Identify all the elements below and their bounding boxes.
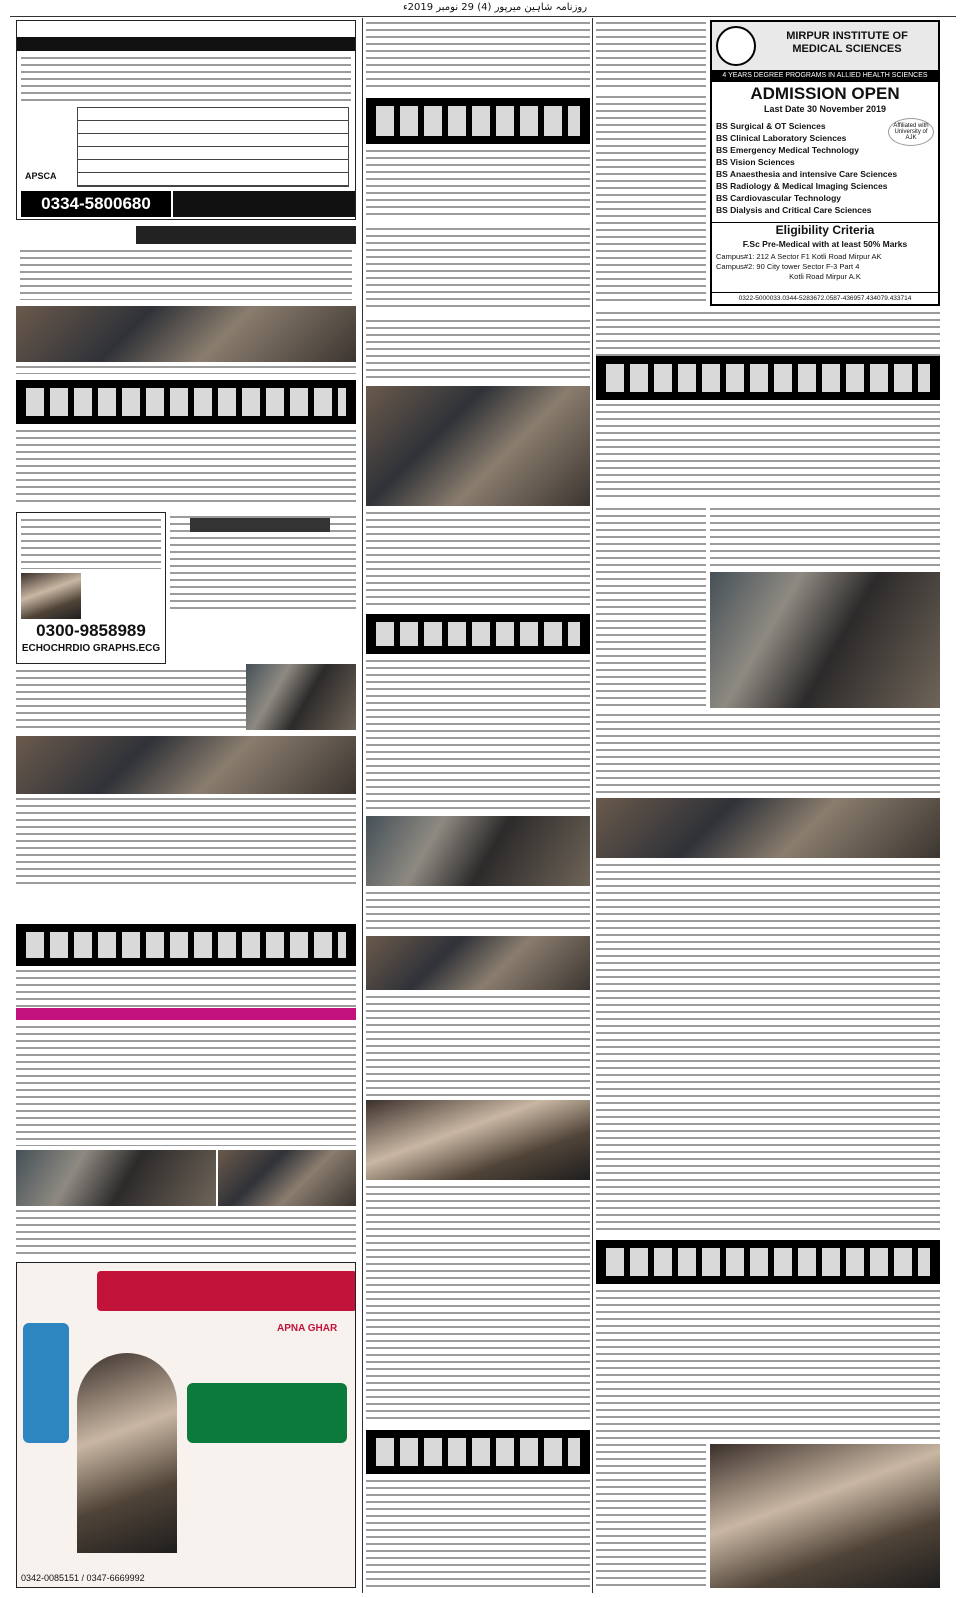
price-box [187, 1383, 347, 1443]
eligibility-title: Eligibility Criteria [712, 222, 938, 237]
ad-logo-text: APSCA [25, 171, 57, 181]
eligibility-text: F.Sc Pre-Medical with at least 50% Marks [742, 239, 908, 249]
clinic-headline [190, 518, 330, 532]
institute-phones: 0322-5000033.0344-5283672.0587-436957.434079.433714 [712, 292, 938, 304]
ad-footer-bar [173, 191, 355, 217]
program-item: BS Clinical Laboratory Sciences [716, 133, 847, 143]
meeting-photo [596, 798, 940, 858]
program-list [716, 120, 897, 216]
clinic-phone: 0300-9858989 [36, 621, 146, 640]
brand-name: APNA GHAR [277, 1323, 338, 1334]
campus-addresses [716, 252, 934, 282]
news-photo [16, 306, 356, 362]
news-photo [366, 816, 590, 886]
model-photo [77, 1353, 177, 1553]
dc-headline-banner [16, 380, 356, 424]
election-headline-banner [596, 1240, 940, 1284]
column-rule [362, 18, 363, 1593]
program-item: BS Radiology & Medical Imaging Sciences [716, 181, 888, 191]
portrait-photo [246, 664, 356, 730]
campus-2-city: Kotli Road Mirpur A.K [789, 272, 861, 281]
clinic-image [21, 573, 81, 619]
institute-name: MIRPUR INSTITUTE OF MEDICAL SCIENCES [786, 30, 908, 55]
affiliation-badge: Affiliated with University of AJK [888, 118, 934, 146]
program-item: BS Anaesthesia and intensive Care Sciences [716, 169, 898, 179]
article-sports-closing [16, 226, 356, 304]
program-item: BS Cardiovascular Technology [716, 193, 842, 203]
program-item: BS Emergency Medical Technology [716, 145, 859, 155]
housing-society-ad [16, 1262, 356, 1588]
event-photo [366, 936, 590, 990]
headline [136, 226, 356, 244]
program-item: BS Vision Sciences [716, 157, 795, 167]
ad-phones: 0342-0085151 / 0347-6669992 [21, 1573, 145, 1583]
group-photo [710, 1444, 940, 1588]
weather-headline-banner [596, 356, 940, 400]
schedule-table [77, 107, 349, 187]
masthead-rule [10, 16, 956, 17]
highlight-band [16, 1008, 356, 1020]
delegation-photo [710, 572, 940, 708]
campus-1: Campus#1: 212 A Sector F1 Kotli Road Mirpur AK [716, 252, 882, 261]
women-headline-banner [366, 1430, 590, 1474]
program-item: BS Surgical & OT Sciences [716, 121, 826, 131]
institute-tagline: 4 YEARS DEGREE PROGRAMS IN ALLIED HEALTH SCIENCES [712, 70, 938, 82]
official-meeting-photo [366, 386, 590, 506]
clinic-services: ECHOCHRDIO GRAPHS.ECG [21, 643, 161, 654]
column-rule [592, 18, 593, 1593]
clinic-ad [16, 512, 166, 664]
news-photo [16, 736, 356, 794]
masthead-date: روزنامہ شاہین میرپور (4) 29 نومبر 2019ء [402, 2, 588, 13]
meeting-photo [16, 1150, 216, 1206]
institute-admission-ad [710, 20, 940, 306]
quote-headline-banner [366, 614, 590, 654]
last-date: Last Date 30 November 2019 [763, 104, 887, 114]
ad-banner [97, 1271, 356, 1311]
program-item: BS Dialysis and Critical Care Sciences [716, 205, 872, 215]
feature-list [23, 1323, 69, 1443]
ad-phone: 0334-5800680 [21, 191, 171, 217]
ad-title-bar [17, 37, 355, 51]
kashmir-headline-banner [16, 924, 356, 966]
campus-2: Campus#2: 90 City tower Sector F-3 Part 4 [716, 262, 860, 271]
institute-logo-icon [716, 26, 756, 66]
main-headline-banner [366, 98, 590, 144]
admission-headline: ADMISSION OPEN [750, 84, 900, 103]
election-schedule-ad [16, 20, 356, 220]
meeting-photo [218, 1150, 356, 1206]
institute-header [712, 22, 938, 70]
conference-photo [366, 1100, 590, 1180]
